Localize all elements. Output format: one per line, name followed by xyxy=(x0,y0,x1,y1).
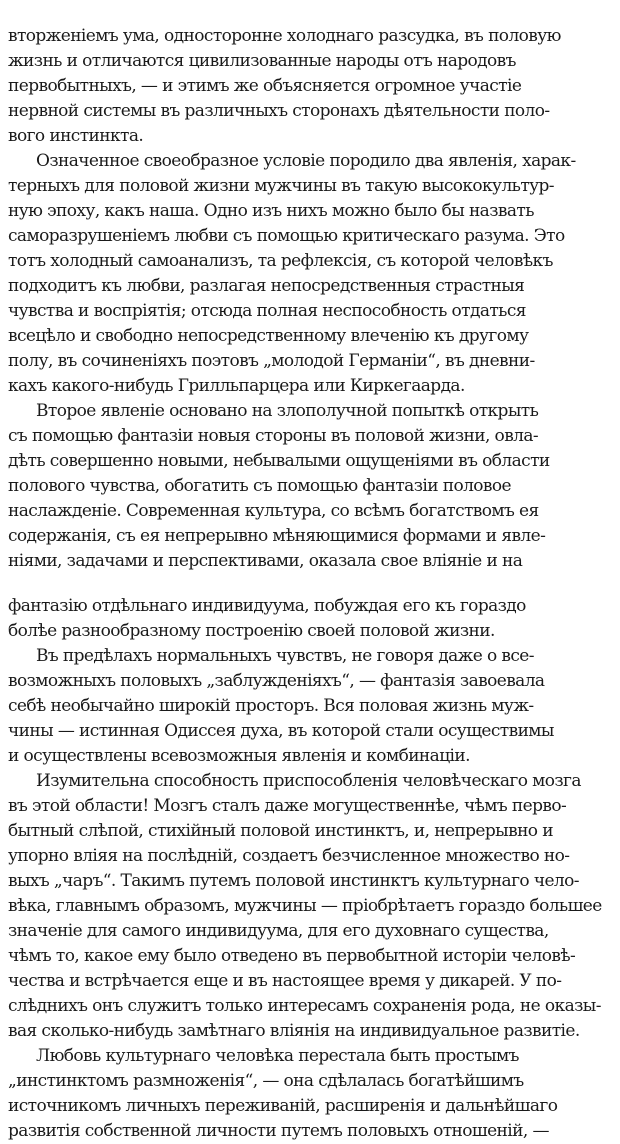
text-line: возможныхъ половыхъ „заблужденіяхъ“, — фантазія завоевала xyxy=(8,671,545,691)
text-line: бытный слѣпой, стихійный половой инстинктъ, и, непрерывно и xyxy=(8,821,553,841)
paragraph-4 xyxy=(8,644,612,769)
text-line: полового чувства, обогатить съ помощью фантазіи половое xyxy=(8,476,511,496)
paragraph-3 xyxy=(8,399,612,574)
text-line: болѣе разнообразному построенію своей половой жизни. xyxy=(8,621,495,641)
text-line: съ помощью фантазіи новыя стороны въ половой жизни, овла- xyxy=(8,426,539,446)
text-line: въ этой области! Мозгъ сталъ даже могущественнѣе, чѣмъ перво- xyxy=(8,796,567,816)
paragraph-5 xyxy=(8,769,612,1044)
text-line: вая сколько-нибудь замѣтнаго вліянія на индивидуальное развитіе. xyxy=(8,1021,580,1041)
paragraph-3-continued xyxy=(8,594,612,644)
text-line: жизнь и отличаются цивилизованные народы отъ народовъ xyxy=(8,51,516,71)
paragraph-2 xyxy=(8,149,612,399)
text-line: подходитъ къ любви, разлагая непосредственныя страстныя xyxy=(8,276,525,296)
text-line: выхъ „чаръ“. Такимъ путемъ половой инстинктъ культурнаго чело- xyxy=(8,871,579,891)
text-line: чества и встрѣчается еще и въ настоящее время у дикарей. У по- xyxy=(8,971,562,991)
text-line: и осуществлены всевозможныя явленія и комбинаціи. xyxy=(8,746,470,766)
text-line: значеніе для самого индивидуума, для его духовнаго существа, xyxy=(8,921,549,941)
text-line: первобытныхъ, — и этимъ же объясняется огромное участіе xyxy=(8,76,522,96)
text-line: всецѣло и свободно непосредственному влеченію къ другому xyxy=(8,326,529,346)
text-line: Означенное своеобразное условіе породило два явленія, харак- xyxy=(36,151,576,171)
text-line: полу, въ сочиненіяхъ поэтовъ „молодой Германіи“, въ дневни- xyxy=(8,351,535,371)
text-line: развитія собственной личности путемъ половыхъ отношеній, — xyxy=(8,1121,549,1141)
text-line: чѣмъ то, какое ему было отведено въ первобытной исторіи человѣ- xyxy=(8,946,576,966)
text-line: источникомъ личныхъ переживаній, расширенія и дальнѣйшаго xyxy=(8,1096,558,1116)
text-line: терныхъ для половой жизни мужчины въ такую высококультур- xyxy=(8,176,554,196)
text-line: тотъ холодный самоанализъ, та рефлексія, съ которой человѣкъ xyxy=(8,251,553,271)
text-line: слѣднихъ онъ служитъ только интересамъ сохраненія рода, не оказы- xyxy=(8,996,601,1016)
paragraph-6 xyxy=(8,1044,612,1144)
text-line: наслажденіе. Современная культура, со всѣмъ богатствомъ ея xyxy=(8,501,539,521)
text-line: чины — истинная Одиссея духа, въ которой стали осуществимы xyxy=(8,721,554,741)
text-line: „инстинктомъ размноженія“, — она сдѣлалась богатѣйшимъ xyxy=(8,1071,524,1091)
text-line: ніями, задачами и перспективами, оказала свое вліяніе и на xyxy=(8,551,523,571)
text-line: упорно вліяя на послѣдній, создаетъ безчисленное множество но- xyxy=(8,846,570,866)
text-line: чувства и воспріятія; отсюда полная неспособность отдаться xyxy=(8,301,526,321)
text-line: Любовь культурнаго человѣка перестала быть простымъ xyxy=(36,1046,519,1066)
text-line: вторженіемъ ума, односторонне холоднаго разсудка, въ половую xyxy=(8,26,561,46)
text-line: Въ предѣлахъ нормальныхъ чувствъ, не говоря даже о все- xyxy=(36,646,534,666)
text-line: вого инстинкта. xyxy=(8,126,144,146)
text-line: нервной системы въ различныхъ сторонахъ дѣятельности поло- xyxy=(8,101,550,121)
paragraph-1 xyxy=(8,24,612,149)
text-line: фантазію отдѣльнаго индивидуума, побуждая его къ гораздо xyxy=(8,596,526,616)
text-line: ную эпоху, какъ наша. Одно изъ нихъ можно было бы назвать xyxy=(8,201,534,221)
page-break-gap xyxy=(8,574,612,594)
text-line: Второе явленіе основано на злополучной попыткѣ открыть xyxy=(36,401,539,421)
text-line: вѣка, главнымъ образомъ, мужчины — пріобрѣтаетъ гораздо большее xyxy=(8,896,602,916)
text-line: кахъ какого-нибудь Грилльпарцера или Киркегаарда. xyxy=(8,376,465,396)
text-line: саморазрушеніемъ любви съ помощью критическаго разума. Это xyxy=(8,226,565,246)
text-line: Изумительна способность приспособленія человѣческаго мозга xyxy=(36,771,581,791)
text-line: себѣ необычайно широкій просторъ. Вся половая жизнь муж- xyxy=(8,696,534,716)
text-line: содержанія, съ ея непрерывно мѣняющимися формами и явле- xyxy=(8,526,546,546)
text-line: дѣть совершенно новыми, небывалыми ощущеніями въ области xyxy=(8,451,550,471)
